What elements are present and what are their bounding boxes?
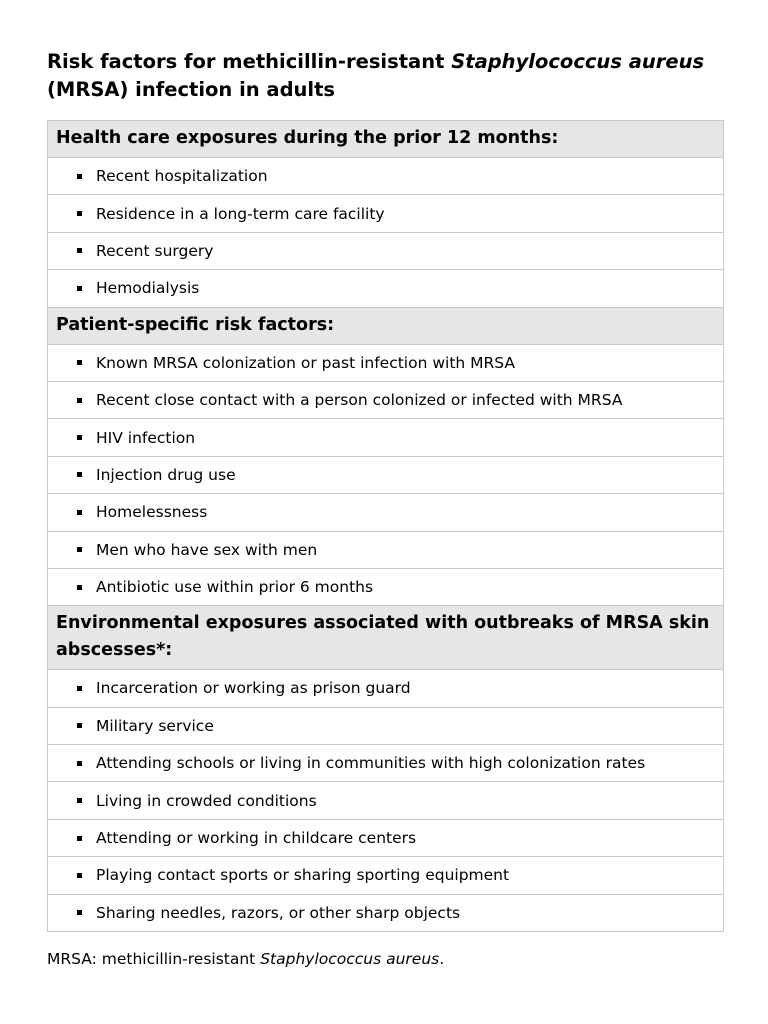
square-bullet-icon xyxy=(77,360,82,365)
section-header: Health care exposures during the prior 12 months: xyxy=(48,121,724,158)
title-organism: Staphylococcus aureus xyxy=(451,50,705,73)
table-row xyxy=(48,494,724,531)
list-item-text: Recent hospitalization xyxy=(96,167,268,186)
footnote-suffix: . xyxy=(439,950,445,968)
list-item-text: Recent surgery xyxy=(96,241,214,260)
list-item-text: Living in crowded conditions xyxy=(96,791,317,810)
square-bullet-icon xyxy=(77,286,82,291)
square-bullet-icon xyxy=(77,398,82,403)
section-header: Environmental exposures associated with outbreaks of MRSA skin abscesses*: xyxy=(48,606,724,670)
list-item-text: Incarceration or working as prison guard xyxy=(96,679,411,698)
list-item-text: Injection drug use xyxy=(96,465,236,484)
list-item xyxy=(48,344,724,381)
risk-factors-table xyxy=(47,120,724,932)
table-row xyxy=(48,894,724,931)
table-row xyxy=(48,270,724,307)
list-item xyxy=(48,195,724,232)
square-bullet-icon xyxy=(77,547,82,552)
section-header: Patient-specific risk factors: xyxy=(48,307,724,344)
table-row xyxy=(48,568,724,605)
risk-factors-table-body xyxy=(48,121,724,932)
list-item-text: Playing contact sports or sharing sporting equipment xyxy=(96,866,510,885)
table-row xyxy=(48,819,724,856)
list-item-text: Attending or working in childcare centers xyxy=(96,829,417,848)
square-bullet-icon xyxy=(77,873,82,878)
list-item-text: Homelessness xyxy=(96,503,208,522)
table-row xyxy=(48,419,724,456)
table-row xyxy=(48,782,724,819)
list-item xyxy=(48,782,724,819)
list-item-text: Attending schools or living in communities with high colonization rates xyxy=(96,754,646,773)
list-item xyxy=(48,381,724,418)
list-item xyxy=(48,819,724,856)
list-item-text: Known MRSA colonization or past infection with MRSA xyxy=(96,353,516,372)
table-row xyxy=(48,456,724,493)
list-item xyxy=(48,494,724,531)
list-item xyxy=(48,670,724,707)
square-bullet-icon xyxy=(77,585,82,590)
list-item xyxy=(48,232,724,269)
list-item-text: Men who have sex with men xyxy=(96,540,318,559)
table-row xyxy=(48,707,724,744)
list-item xyxy=(48,531,724,568)
square-bullet-icon xyxy=(77,174,82,179)
square-bullet-icon xyxy=(77,686,82,691)
square-bullet-icon xyxy=(77,723,82,728)
list-item-text: Residence in a long-term care facility xyxy=(96,204,385,223)
title-prefix: Risk factors for methicillin-resistant xyxy=(47,50,452,73)
list-item xyxy=(48,158,724,195)
list-item xyxy=(48,707,724,744)
list-item xyxy=(48,270,724,307)
list-item-text: Hemodialysis xyxy=(96,279,200,298)
table-row xyxy=(48,857,724,894)
footnote xyxy=(47,948,444,970)
table-row xyxy=(48,670,724,707)
table-row xyxy=(48,745,724,782)
list-item xyxy=(48,894,724,931)
square-bullet-icon xyxy=(77,472,82,477)
list-item-text: Sharing needles, razors, or other sharp objects xyxy=(96,903,461,922)
table-row xyxy=(48,158,724,195)
square-bullet-icon xyxy=(77,248,82,253)
square-bullet-icon xyxy=(77,836,82,841)
footnote-prefix: MRSA: methicillin-resistant xyxy=(47,950,261,968)
list-item-text: Military service xyxy=(96,716,214,735)
square-bullet-icon xyxy=(77,435,82,440)
table-row xyxy=(48,531,724,568)
list-item-text: Antibiotic use within prior 6 months xyxy=(96,578,374,597)
footnote-organism: Staphylococcus aureus xyxy=(260,950,440,968)
table-row xyxy=(48,344,724,381)
list-item xyxy=(48,857,724,894)
table-row xyxy=(48,195,724,232)
square-bullet-icon xyxy=(77,910,82,915)
page-title xyxy=(47,48,727,104)
square-bullet-icon xyxy=(77,798,82,803)
section-header-row xyxy=(48,606,724,670)
table-row xyxy=(48,232,724,269)
list-item-text: Recent close contact with a person colonized or infected with MRSA xyxy=(96,391,623,410)
table-row xyxy=(48,381,724,418)
square-bullet-icon xyxy=(77,211,82,216)
list-item xyxy=(48,568,724,605)
list-item xyxy=(48,419,724,456)
section-header-row xyxy=(48,307,724,344)
list-item xyxy=(48,456,724,493)
list-item-text: HIV infection xyxy=(96,428,196,447)
section-header-row xyxy=(48,121,724,158)
square-bullet-icon xyxy=(77,761,82,766)
list-item xyxy=(48,745,724,782)
square-bullet-icon xyxy=(77,510,82,515)
title-suffix: (MRSA) infection in adults xyxy=(47,78,336,101)
